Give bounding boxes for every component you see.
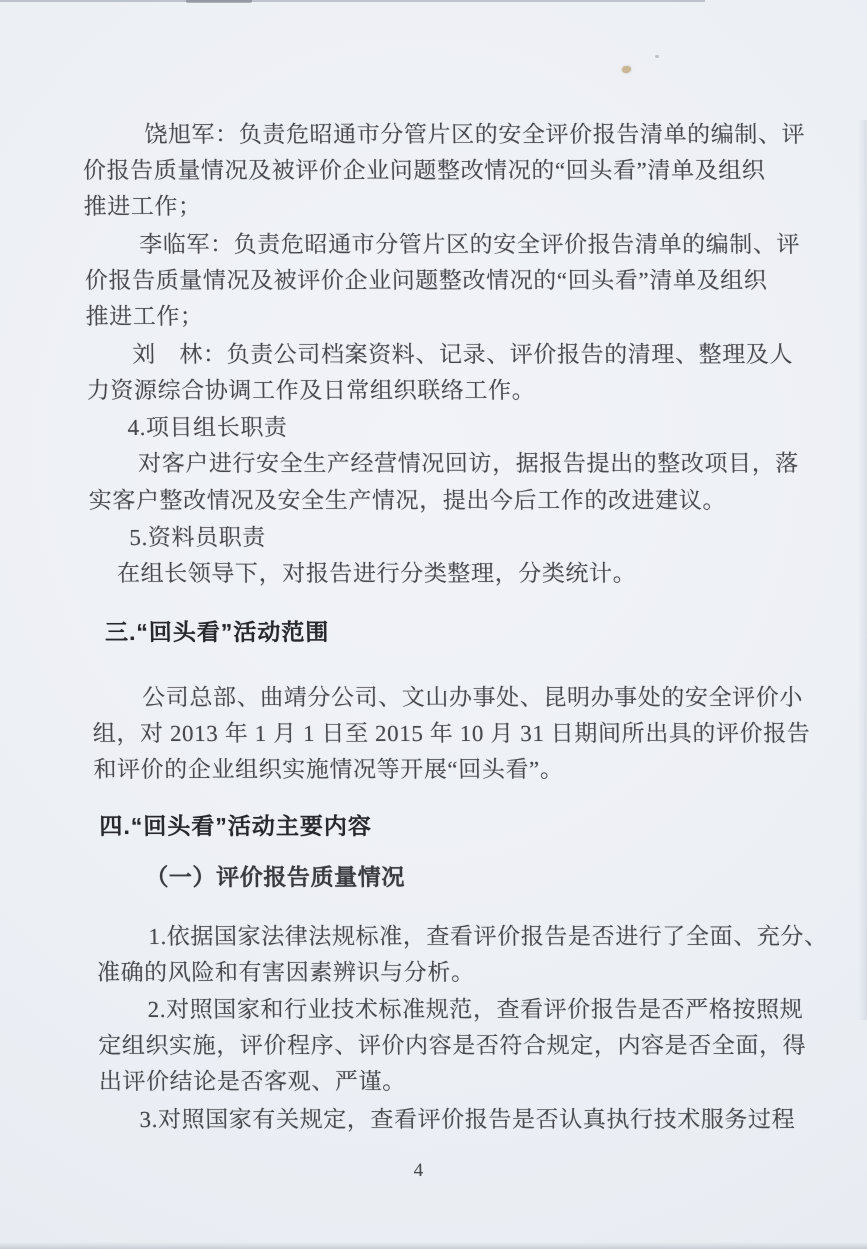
- text-line: 力资源综合协调工作及日常组织联络工作。: [86, 378, 536, 403]
- text-line: 在组长领导下，对报告进行分类整理，分类统计。: [116, 561, 637, 586]
- text-line: 刘 林：负责公司档案资料、记录、评价报告的清理、整理及人: [131, 342, 794, 367]
- text-line: 4.项目组长职责: [127, 415, 288, 440]
- section-4-subheading: （一）评价报告质量情况: [145, 865, 406, 890]
- text-line: 推进工作；: [85, 304, 204, 329]
- scan-edge-right-shadow: [858, 120, 867, 1020]
- text-line: 对客户进行安全生产经营情况回访，据报告提出的整改项目，落: [137, 451, 800, 476]
- text-line: 饶旭军：负责危昭通市分管片区的安全评价报告清单的编制、评: [144, 122, 806, 147]
- text-line: 价报告质量情况及被评价企业问题整改情况的“回头看”清单及组织: [84, 268, 768, 293]
- text-line: 公司总部、曲靖分公司、文山办事处、昆明办事处的安全评价小: [141, 685, 804, 710]
- text-line: 李临军：负责危昭通市分管片区的安全评价报告清单的编制、评: [139, 232, 801, 257]
- text-line: 定组织实施，评价程序、评价内容是否符合规定，内容是否全面，得: [98, 1033, 807, 1058]
- text-line: 实客户整改情况及安全生产情况，提出今后工作的改进建议。: [88, 488, 727, 513]
- text-line: 推进工作；: [83, 194, 202, 219]
- section-4-heading: 四.“回头看”活动主要内容: [99, 813, 373, 839]
- text-line: 和评价的企业组织实施情况等开展“回头看”。: [93, 757, 564, 782]
- text-line: 出评价结论是否客观、严谨。: [98, 1069, 406, 1094]
- text-line: 准确的风险和有害因素辨识与分析。: [96, 960, 475, 985]
- text-line: 价报告质量情况及被评价企业问题整改情况的“回头看”清单及组织: [82, 158, 766, 183]
- page-number: 4: [413, 1160, 424, 1181]
- document-page: [80, 0, 828, 1249]
- text-line: 1.依据国家法律法规标准，查看评价报告是否进行了全面、充分、: [148, 924, 828, 949]
- text-line: 3.对照国家有关规定，查看评价报告是否认真执行技术服务过程: [139, 1107, 796, 1132]
- text-line: 5.资料员职责: [129, 525, 267, 550]
- text-line: 组，对 2013 年 1 月 1 日至 2015 年 10 月 31 日期间所出具的评价报告: [92, 721, 811, 746]
- section-3-heading: 三.“回头看”活动范围: [104, 619, 330, 645]
- text-line: 2.对照国家和行业技术标准规范，查看评价报告是否严格按照规: [147, 997, 804, 1022]
